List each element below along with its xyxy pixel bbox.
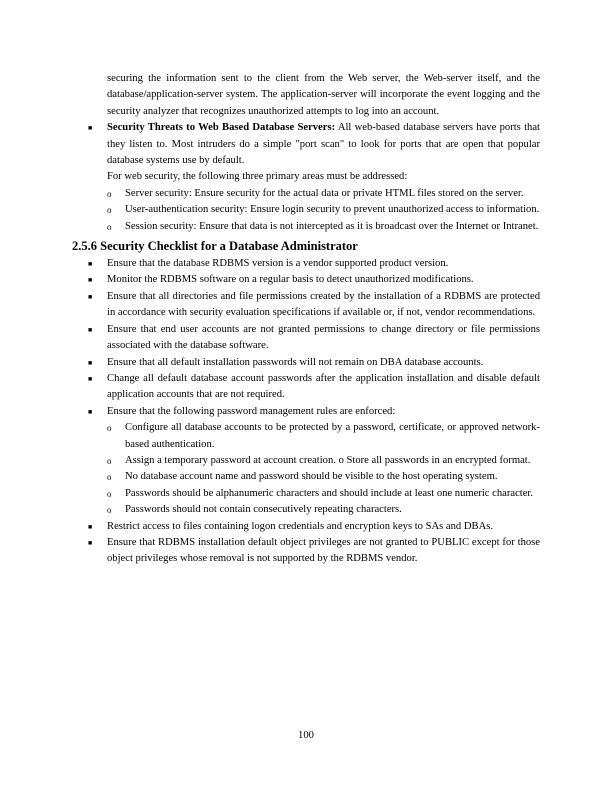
square-bullet-icon: ■: [88, 325, 93, 334]
web-security-item: [72, 219, 540, 235]
checklist-item-text: Ensure that RDBMS installation default object privileges are not granted to PUBLIC except for those object privileges whose removal is not supported by the RDBMS vendor.: [107, 536, 540, 565]
checklist-item: [72, 355, 540, 371]
password-rule-item: [72, 502, 540, 518]
checklist-item: [72, 519, 540, 535]
password-rule-item: [72, 420, 540, 453]
checklist-item: [72, 272, 540, 288]
checklist-item: [72, 322, 540, 355]
checklist-item-text: Ensure that end user accounts are not granted permissions to change directory or file permissions associated with the database software.: [107, 323, 540, 352]
hollow-square-bullet-icon: o: [107, 205, 112, 216]
checklist-item: [72, 371, 540, 404]
checklist-item: [72, 256, 540, 272]
web-security-item-text: Server security: Ensure security for the actual data or private HTML files stored on the server.: [125, 187, 524, 199]
square-bullet-icon: ■: [88, 358, 93, 367]
square-bullet-icon: ■: [88, 260, 93, 269]
hollow-square-bullet-icon: o: [107, 505, 112, 516]
checklist-item: [72, 404, 540, 420]
checklist-item: [72, 289, 540, 322]
threats-bold-lead: Security Threats to Web Based Database Servers:: [107, 122, 336, 134]
hollow-square-bullet-icon: o: [107, 423, 112, 434]
hollow-square-bullet-icon: o: [107, 472, 112, 483]
hollow-square-bullet-icon: o: [107, 488, 112, 499]
square-bullet-icon: ■: [88, 124, 93, 133]
password-rule-item: [72, 453, 540, 469]
page-content: [72, 71, 540, 568]
square-bullet-icon: ■: [88, 407, 93, 416]
square-bullet-icon: ■: [88, 522, 93, 531]
password-rule-item: [72, 469, 540, 485]
password-rule-text: Configure all database accounts to be protected by a password, certificate, or approved network-based authentication.: [125, 422, 540, 450]
password-rule-text: Passwords should be alphanumeric characters and should include at least one numeric character.: [125, 487, 534, 499]
page-number: 100: [298, 730, 314, 741]
square-bullet-icon: ■: [88, 538, 93, 547]
password-rule-text: Assign a temporary password at account creation. o Store all passwords in an encrypted format.: [125, 454, 531, 466]
web-security-item: [72, 186, 540, 202]
checklist-item-text: Change all default database account passwords after the application installation and disable default application accounts that are not required.: [107, 372, 540, 401]
checklist-item-text: Ensure that the following password management rules are enforced:: [107, 405, 396, 417]
hollow-square-bullet-icon: o: [107, 455, 112, 466]
password-rule-text: No database account name and password should be visible to the host operating system.: [125, 471, 498, 483]
square-bullet-icon: ■: [88, 374, 93, 383]
checklist-item-text: Monitor the RDBMS software on a regular basis to detect unauthorized modifications.: [107, 274, 474, 286]
password-rule-text: Passwords should not contain consecutively repeating characters.: [125, 504, 402, 516]
password-rule-item: [72, 486, 540, 502]
hollow-square-bullet-icon: o: [107, 188, 112, 199]
checklist-item-text: Ensure that all default installation passwords will not remain on DBA database accounts.: [107, 356, 484, 368]
web-security-item-text: Session security: Ensure that data is not intercepted as it is broadcast over the Internet or Intranet.: [125, 220, 539, 232]
hollow-square-bullet-icon: o: [107, 221, 112, 232]
threats-bullet-item: [72, 120, 540, 169]
square-bullet-icon: ■: [88, 292, 93, 301]
threats-text: All web-based database servers have ports that they listen to. Most intruders do a simple "port scan" to look for ports that are open that popular database systems use by default.: [107, 122, 540, 167]
checklist-item-text: Ensure that the database RDBMS version is a vendor supported product version.: [107, 258, 449, 270]
checklist-item: [72, 535, 540, 568]
intro-paragraph: securing the information sent to the client from the Web server, the Web-server itself, and the database/application-server system. The application-server will incorporate the event logging and the security analyzer that recognizes unauthorized attempts to log into an account.: [107, 73, 540, 117]
web-security-item-text: User-authentication security: Ensure login security to prevent unauthorized access to information.: [125, 204, 540, 216]
section-heading: 2.5.6 Security Checklist for a Database Administrator: [72, 239, 358, 254]
checklist-item-text: Restrict access to files containing logon credentials and encryption keys to SAs and DBAs.: [107, 520, 493, 532]
square-bullet-icon: ■: [88, 276, 93, 285]
web-security-item: [72, 202, 540, 218]
checklist-item-text: Ensure that all directories and file permissions created by the installation of a RDBMS are protected in accordance with security evaluation specifications if available or, if not, vendor recommendations.: [107, 290, 540, 319]
web-security-intro: For web security, the following three primary areas must be addressed:: [107, 171, 408, 183]
